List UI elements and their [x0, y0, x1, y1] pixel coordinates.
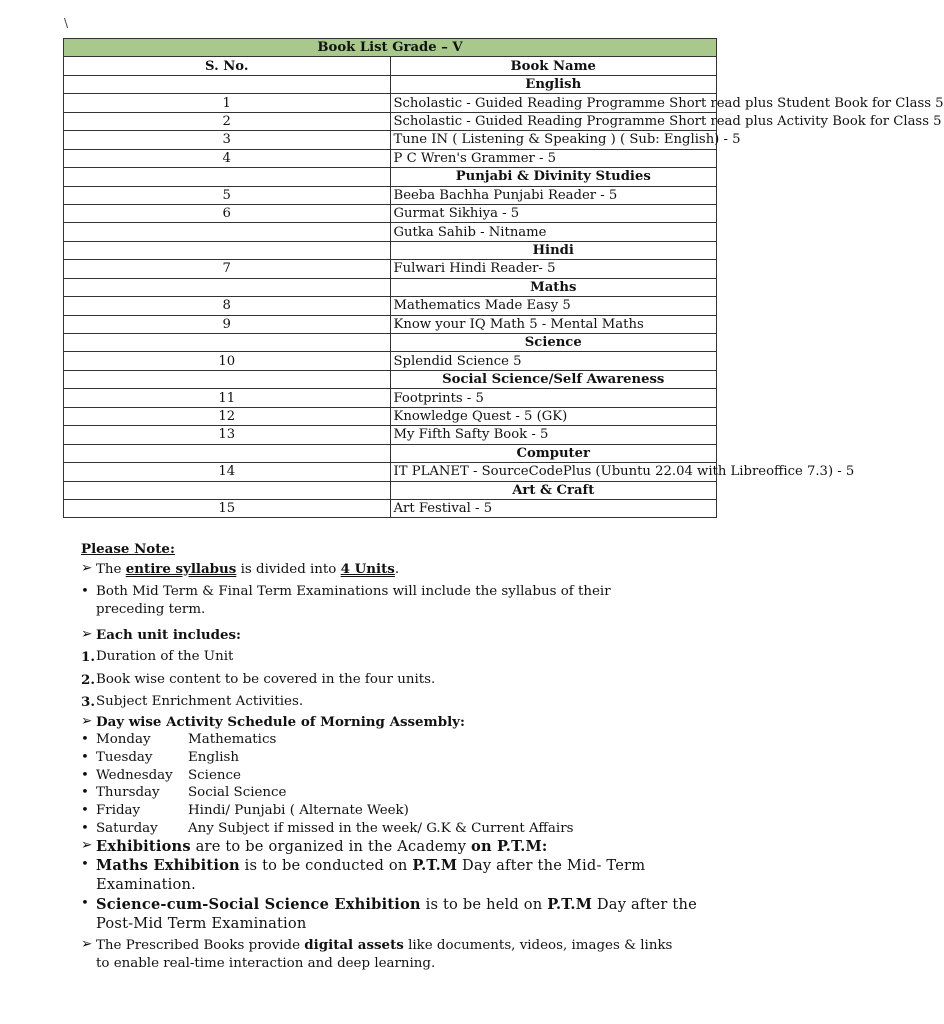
section-name-cell: Computer [390, 444, 717, 462]
serial-number-cell [64, 334, 391, 352]
serial-number-cell: 6 [64, 204, 391, 222]
serial-number-cell: 14 [64, 463, 391, 481]
header-book-name: Book Name [390, 57, 717, 75]
table-row [64, 223, 717, 241]
serial-number-cell [64, 370, 391, 388]
schedule-day: Monday [96, 732, 151, 747]
table-row [64, 131, 717, 149]
schedule-activity: Science [188, 767, 241, 783]
dot-bullet-icon: • [81, 584, 89, 599]
book-name-cell: Footprints - 5 [390, 389, 717, 407]
section-name-cell: Maths [390, 278, 717, 296]
serial-number-cell: 11 [64, 389, 391, 407]
section-name-cell: Punjabi & Divinity Studies [390, 168, 717, 186]
serial-number-cell: 1 [64, 94, 391, 112]
table-row [64, 260, 717, 278]
serial-number-cell [64, 168, 391, 186]
serial-number-cell: 8 [64, 297, 391, 315]
please-note-heading: Please Note: [81, 541, 175, 557]
item-number: 3. [81, 694, 95, 710]
section-header-row [64, 334, 717, 352]
dot-bullet-icon: • [81, 896, 89, 911]
schedule-activity: Any Subject if missed in the week/ G.K & Current Affairs [188, 821, 574, 836]
dot-bullet-icon: • [81, 732, 89, 747]
section-name-cell: English [390, 75, 717, 93]
unit-item-text: Book wise content to be covered in the four units. [96, 672, 436, 687]
section-header-row [64, 168, 717, 186]
table-row [64, 94, 717, 112]
book-name-cell: Fulwari Hindi Reader- 5 [390, 260, 717, 278]
book-name-cell: Gurmat Sikhiya - 5 [390, 204, 717, 222]
schedule-activity: Hindi/ Punjabi ( Alternate Week) [188, 803, 409, 819]
header-sno: S. No. [64, 57, 391, 75]
table-row [64, 315, 717, 333]
table-row [64, 499, 717, 517]
table-row [64, 186, 717, 204]
serial-number-cell: 4 [64, 149, 391, 167]
table-row [64, 463, 717, 481]
dot-bullet-icon: • [81, 803, 89, 819]
book-name-cell: Knowledge Quest - 5 (GK) [390, 407, 717, 425]
serial-number-cell: 7 [64, 260, 391, 278]
serial-number-cell: 9 [64, 315, 391, 333]
dot-bullet-icon: • [81, 857, 89, 872]
schedule-day: Wednesday [96, 767, 173, 783]
dot-bullet-icon: • [81, 785, 89, 801]
book-name-cell: Splendid Science 5 [390, 352, 717, 370]
section-header-row [64, 75, 717, 93]
book-name-cell: Art Festival - 5 [390, 499, 717, 517]
schedule-day: Saturday [96, 821, 158, 836]
schedule-activity: Social Science [188, 785, 287, 801]
book-name-cell: IT PLANET - SourceCodePlus (Ubuntu 22.04 with Libreoffice 7.3) - 5 [390, 463, 717, 481]
schedule-day: Friday [96, 803, 141, 819]
table-row [64, 426, 717, 444]
serial-number-cell: 2 [64, 112, 391, 130]
table-title-row [64, 39, 717, 57]
table-header-row [64, 57, 717, 75]
schedule-day: Thursday [96, 785, 160, 801]
serial-number-cell: 3 [64, 131, 391, 149]
table-row [64, 389, 717, 407]
book-name-cell: Scholastic - Guided Reading Programme Short read plus Activity Book for Class 5 [390, 112, 717, 130]
arrow-bullet-icon: ➢ [81, 838, 93, 853]
book-name-cell: Beeba Bachha Punjabi Reader - 5 [390, 186, 717, 204]
stray-backslash: \ [64, 16, 69, 30]
table-row [64, 407, 717, 425]
serial-number-cell: 13 [64, 426, 391, 444]
serial-number-cell: 12 [64, 407, 391, 425]
serial-number-cell [64, 278, 391, 296]
serial-number-cell [64, 444, 391, 462]
section-header-row [64, 481, 717, 499]
book-name-cell: Mathematics Made Easy 5 [390, 297, 717, 315]
table-row [64, 297, 717, 315]
serial-number-cell: 15 [64, 499, 391, 517]
unit-item-text: Duration of the Unit [96, 649, 234, 664]
serial-number-cell [64, 481, 391, 499]
table-row [64, 149, 717, 167]
table-row [64, 112, 717, 130]
section-header-row [64, 444, 717, 462]
serial-number-cell [64, 75, 391, 93]
book-name-cell: My Fifth Safty Book - 5 [390, 426, 717, 444]
section-name-cell: Hindi [390, 241, 717, 259]
item-number: 2. [81, 672, 95, 688]
arrow-bullet-icon: ➢ [81, 627, 93, 642]
table-row [64, 204, 717, 222]
serial-number-cell: 10 [64, 352, 391, 370]
arrow-bullet-icon: ➢ [81, 714, 93, 729]
serial-number-cell [64, 223, 391, 241]
book-name-cell: Know your IQ Math 5 - Mental Maths [390, 315, 717, 333]
table-title: Book List Grade – V [64, 39, 717, 57]
table-row [64, 352, 717, 370]
dot-bullet-icon: • [81, 767, 89, 783]
book-name-cell: Tune IN ( Listening & Speaking ) ( Sub: English) - 5 [390, 131, 717, 149]
dot-bullet-icon: • [81, 821, 89, 836]
book-name-cell: Scholastic - Guided Reading Programme Short read plus Student Book for Class 5 [390, 94, 717, 112]
serial-number-cell [64, 241, 391, 259]
section-name-cell: Art & Craft [390, 481, 717, 499]
book-name-cell: Gutka Sahib - Nitname [390, 223, 717, 241]
serial-number-cell: 5 [64, 186, 391, 204]
section-name-cell: Social Science/Self Awareness [390, 370, 717, 388]
section-name-cell: Science [390, 334, 717, 352]
unit-item-text: Subject Enrichment Activities. [96, 694, 304, 709]
book-name-cell: P C Wren's Grammer - 5 [390, 149, 717, 167]
schedule-activity: English [188, 749, 240, 765]
section-header-row [64, 241, 717, 259]
schedule-day: Tuesday [96, 749, 153, 765]
section-header-row [64, 278, 717, 296]
section-header-row [64, 370, 717, 388]
schedule-activity: Mathematics [188, 732, 277, 747]
arrow-bullet-icon: ➢ [81, 937, 93, 952]
arrow-bullet-icon: ➢ [81, 561, 93, 576]
book-list-table [63, 38, 944, 518]
dot-bullet-icon: • [81, 749, 89, 765]
item-number: 1. [81, 649, 95, 665]
